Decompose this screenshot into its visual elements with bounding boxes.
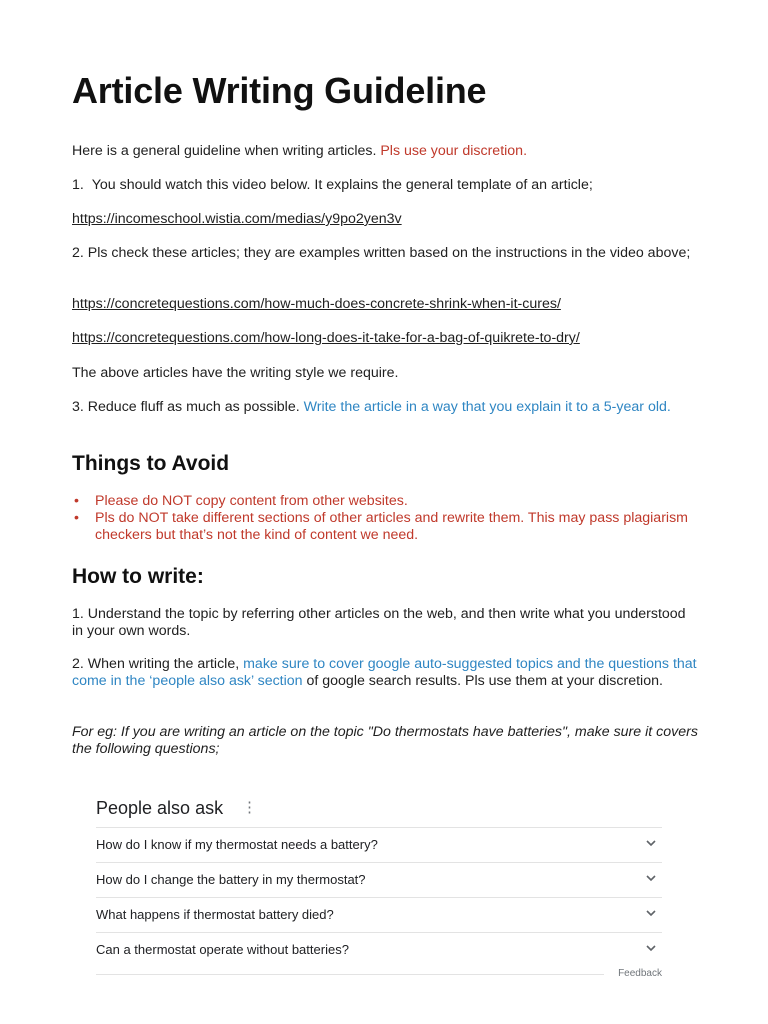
video-link-paragraph [72,211,698,228]
panel-divider [96,974,604,975]
how-p2-highlight: make sure to cover google auto-suggested topics and the questions that come in the ‘people also ask’ section [72,656,697,689]
intro-highlight: Pls use your discretion. [380,143,528,159]
example-paragraph: For eg: If you are writing an article on the topic "Do thermostats have batteries", make sure it covers the following questions; [72,724,698,757]
avoid-item-text: Pls do NOT take different sections of other articles and rewrite them. This may pass plagiarism checkers but that’s not the kind of content we need. [95,510,688,543]
avoid-item [72,510,698,544]
intro-text: Here is a general guideline when writing articles. [72,143,381,159]
video-link[interactable]: https://incomeschool.wistia.com/medias/y9po2yen3v [72,211,402,227]
chevron-down-icon [644,836,658,850]
question-row[interactable] [96,897,662,933]
step-3-text: 3. Reduce fluff as much as possible. [72,399,304,415]
style-note: The above articles have the writing style we require. [72,365,399,381]
question-text: How do I know if my thermostat needs a battery? [96,837,378,852]
people-also-ask-heading: People also ask [96,798,224,818]
avoid-item-text: Please do NOT copy content from other websites. [95,493,408,509]
article-link-2[interactable]: https://concretequestions.com/how-long-does-it-take-for-a-bag-of-quikrete-to-dry/ [72,330,580,346]
step-3-paragraph [72,399,698,416]
how-paragraph-2 [72,656,698,690]
question-row[interactable] [96,827,662,863]
article-link-1-paragraph [72,296,698,313]
chevron-down-icon [644,906,658,920]
feedback-link[interactable]: Feedback [618,968,662,979]
page-title: Article Writing Guideline [72,70,487,111]
how-heading: How to write: [72,565,204,588]
intro-paragraph [72,143,698,160]
chevron-down-icon [644,941,658,955]
chevron-down-icon [644,871,658,885]
article-link-1[interactable]: https://concretequestions.com/how-much-does-concrete-shrink-when-it-cures/ [72,296,561,312]
how-paragraph-1: 1. Understand the topic by referring other articles on the web, and then write what you understood in your own words. [72,606,686,639]
question-row[interactable] [96,932,662,968]
bullet-icon: • [74,510,79,526]
article-link-2-paragraph [72,330,698,347]
avoid-item [72,493,698,510]
question-row[interactable] [96,862,662,898]
avoid-list [72,493,698,544]
avoid-heading: Things to Avoid [72,452,230,475]
question-text: Can a thermostat operate without batteries? [96,942,349,957]
step-1-paragraph: 1. You should watch this video below. It explains the general template of an article; [72,177,593,193]
step-3-highlight: Write the article in a way that you explain it to a 5-year old. [303,399,671,415]
people-also-ask-panel [86,790,664,990]
how-p2-post: of google search results. Pls use them at your discretion. [302,673,663,689]
question-text: How do I change the battery in my thermostat? [96,872,366,887]
bullet-icon: • [74,493,79,509]
step-2-paragraph: 2. Pls check these articles; they are examples written based on the instructions in the video above; [72,245,691,261]
more-options-icon[interactable]: ⋮ [242,799,257,816]
question-text: What happens if thermostat battery died? [96,907,334,922]
how-p2-pre: 2. When writing the article, [72,656,244,672]
